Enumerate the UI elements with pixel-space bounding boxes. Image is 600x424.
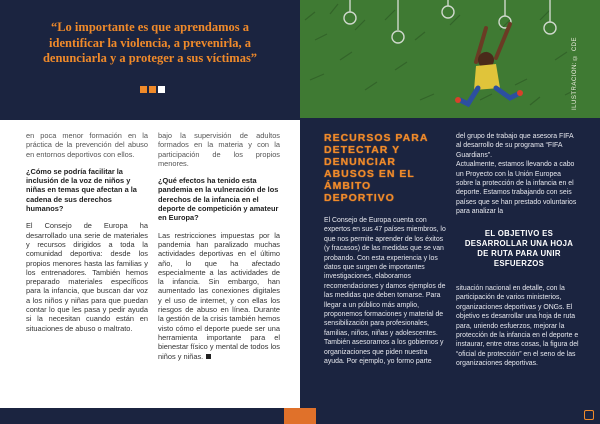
interview-body bbox=[26, 131, 280, 391]
paragraph: situación nacional en detalle, con la participación de varios ministerios, organizaciones deportivas y ONGs. El objetivo es desarrollar una hoja de ruta para, uniendo esfuerzos, mejorar la protección de la infancia en el deporte e instaurar, entre otras cosas, la figura del “oficial de protección” en el seno de las organizaciones deportivas. bbox=[456, 285, 579, 368]
gymnastics-illustration bbox=[300, 0, 600, 118]
section-heading: RECURSOS PARA DETECTAR Y DENUNCIAR ABUSOS EN EL ÁMBITO DEPORTIVO bbox=[324, 132, 429, 204]
intro-paragraph: El Consejo de Europa cuenta con expertos en sus 47 países miembros, lo que nos permite aprender de los éxitos (y fracasos) de las medidas que se van probando. Con esta experiencia y los datos que surgen de importantes investigaciones, elaboramos recomendaciones y damos ejemplos de las medidas que deben tomarse. Para llegar a un público más amplio, proponemos formaciones y material de sensibilización para profesionales, familias, niños, niñas y adolescentes. También asesoramos a los gobiernos y organizaciones que piden nuestra ayuda. Por ejemplo, yo formo parte bbox=[324, 217, 446, 366]
answer: El Consejo de Europa ha desarrollado una serie de materiales y recursos dirigidos a toda la comunidad deportiva: desde los propios menores hasta las familias y los entrenadores. También hemos preparado materiales específicos para la infancia, que buscan dar voz a los niños y niñas para que puedan contar lo que les pasa y pedir ayuda si la necesitan cuando están en situaciones de abuso o maltrato. bbox=[26, 221, 148, 333]
paragraph: del grupo de trabajo que asesora FIFA al desarrollo de su programa “FIFA Guardians”. bbox=[456, 133, 574, 159]
footer-tab bbox=[284, 408, 300, 424]
paragraph: bajo la supervisión de adultos formados en la materia y con la participación de los propios menores. bbox=[158, 131, 280, 168]
paragraph: Actualmente, estamos llevando a cabo un Proyecto con la Unión Europea sobre la protección de la infancia en el deporte. Estamos trabajando con seis países que se han prestado voluntarios para analizar la bbox=[456, 161, 577, 216]
footer-tab bbox=[300, 408, 316, 424]
right-footer-bar bbox=[300, 408, 600, 424]
illustration-credit: ILUSTRACIÓN: © CDE bbox=[572, 36, 578, 110]
end-mark-icon bbox=[206, 354, 211, 359]
answer: Las restricciones impuestas por la pandemia han paralizado muchas actividades deportivas en el último año, lo que ha afectado especialmente a las actividades de la infancia. Sin embargo, han aumentado las conexiones digitales y el uso de internet, y con ellas los riesgos de abuso en línea. Durante la gestión de la crisis también hemos visto cómo el deporte puede ser una herramienta importante para el bienestar físico y mental de todos los niños y niñas. bbox=[158, 230, 280, 361]
right-page bbox=[300, 0, 600, 424]
question: ¿Qué efectos ha tenido esta pandemia en la vulneración de los derechos de la infancia en el deporte de competición y amateur en Europa? bbox=[158, 176, 279, 223]
square-white bbox=[158, 86, 165, 93]
footer-logo-icon bbox=[584, 410, 594, 420]
interview-column-1 bbox=[26, 131, 148, 391]
square-orange-1 bbox=[140, 86, 147, 93]
quote-banner bbox=[0, 0, 300, 120]
callout-highlight: EL OBJETIVO ES DESARROLLAR UNA HOJA DE RUTA PARA UNIR ESFUERZOS bbox=[464, 229, 574, 268]
right-column bbox=[456, 132, 580, 217]
square-orange-2 bbox=[149, 86, 156, 93]
question: ¿Cómo se podría facilitar la inclusión de la voz de niños y niñas en temas que afectan a la cadena de sus derechos humanos? bbox=[26, 166, 137, 214]
interview-column-2 bbox=[158, 131, 280, 391]
left-footer-bar bbox=[0, 408, 300, 424]
pull-quote: “Lo importante es que aprendamos a identificar la violencia, a prevenirla, a denunciarla y a proteger a sus víctimas” bbox=[42, 20, 258, 65]
paragraph: en poca menor formación en la práctica de la prevención del abuso en entornos deportivos con ellos. bbox=[26, 131, 148, 159]
